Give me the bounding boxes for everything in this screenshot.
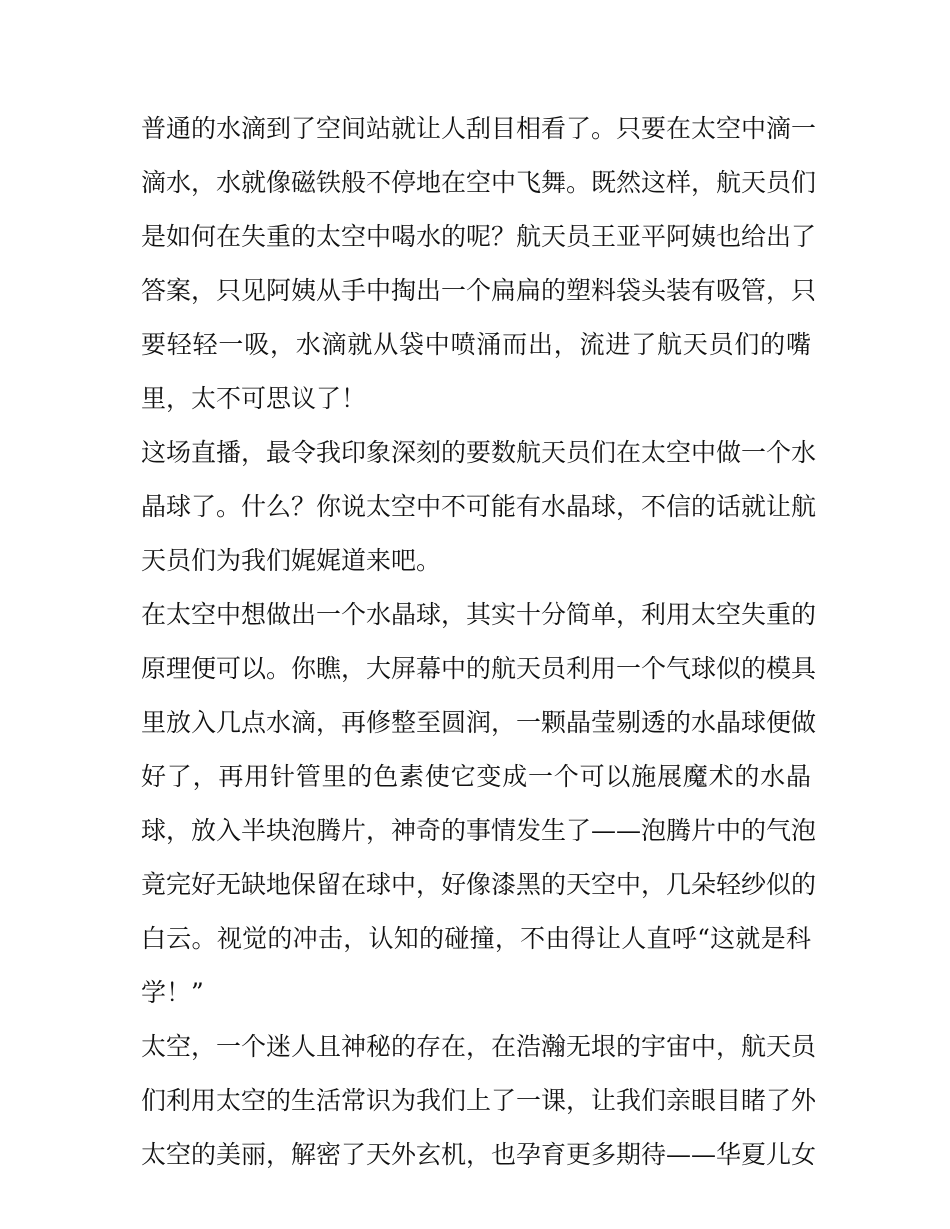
text-line: 学！”: [141, 978, 204, 1007]
essay-text: [141, 102, 817, 1182]
text-line: 普通的水滴到了空间站就让人刮目相看了。只要在太空中滴一: [141, 114, 817, 143]
text-line: 天员们为我们娓娓道来吧。: [141, 546, 442, 575]
text-line: 这场直播，最令我印象深刻的要数航天员们在太空中做一个水: [141, 438, 817, 467]
text-line: 们利用太空的生活常识为我们上了一课，让我们亲眼目睹了外: [141, 1086, 817, 1115]
text-line: 太空，一个迷人且神秘的存在，在浩瀚无垠的宇宙中，航天员: [141, 1032, 817, 1061]
text-line: 答案，只见阿姨从手中掏出一个扁扁的塑料袋头装有吸管，只: [141, 276, 817, 305]
text-line: 里，太不可思议了！: [141, 384, 367, 413]
text-line: 竟完好无缺地保留在球中，好像漆黑的天空中，几朵轻纱似的: [141, 870, 817, 899]
text-line: 太空的美丽，解密了天外玄机，也孕育更多期待——华夏儿女: [141, 1140, 817, 1169]
text-line: 是如何在失重的太空中喝水的呢？航天员王亚平阿姨也给出了: [141, 222, 817, 251]
text-line: 里放入几点水滴，再修整至圆润，一颗晶莹剔透的水晶球便做: [141, 708, 817, 737]
text-line: 好了，再用针管里的色素使它变成一个可以施展魔术的水晶: [141, 762, 811, 791]
text-line: 滴水，水就像磁铁般不停地在空中飞舞。既然这样，航天员们: [141, 168, 817, 197]
text-line: 要轻轻一吸，水滴就从袋中喷涌而出，流进了航天员们的嘴: [141, 330, 811, 359]
text-line: 球，放入半块泡腾片，神奇的事情发生了——泡腾片中的气泡: [141, 816, 817, 845]
text-line: 晶球了。什么？你说太空中不可能有水晶球，不信的话就让航: [141, 492, 817, 521]
text-line: 原理便可以。你瞧，大屏幕中的航天员利用一个气球似的模具: [141, 654, 817, 683]
text-line: 在太空中想做出一个水晶球，其实十分简单，利用太空失重的: [141, 600, 817, 629]
text-line: 白云。视觉的冲击，认知的碰撞，不由得让人直呼“这就是科: [141, 924, 811, 953]
